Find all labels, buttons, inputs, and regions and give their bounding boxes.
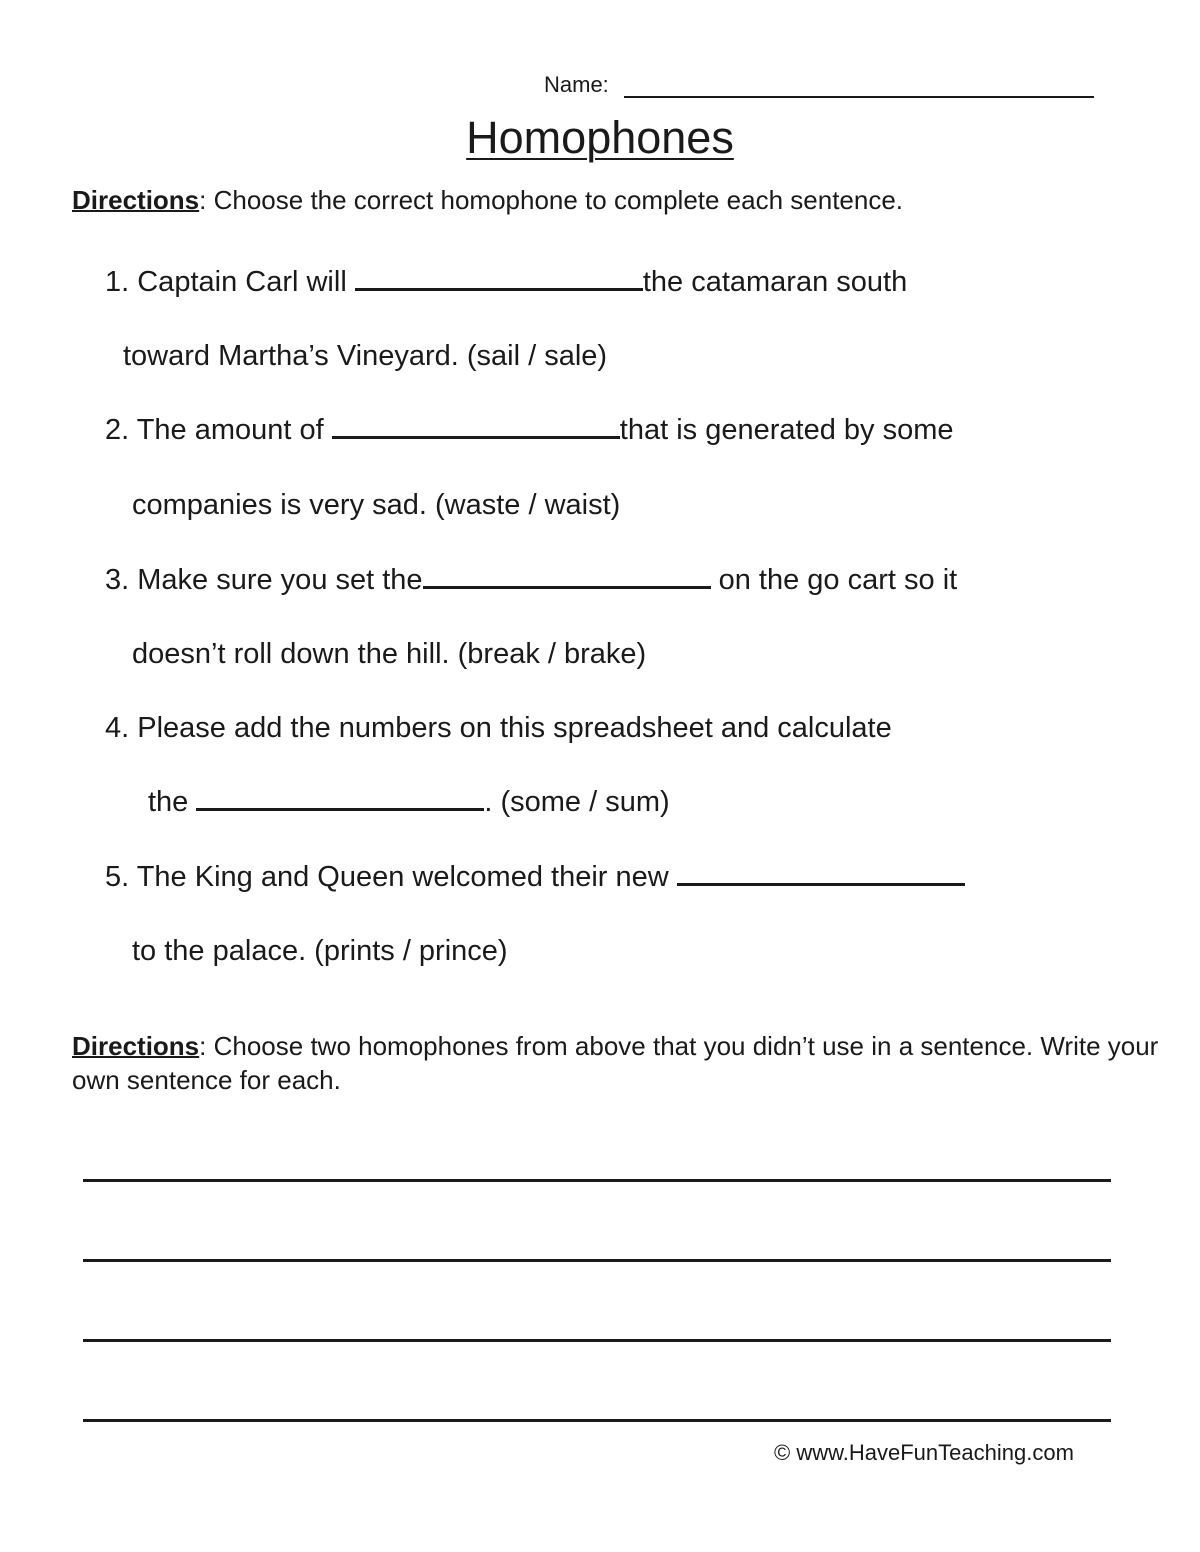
question-3-line-2: doesn’t roll down the hill. (break / brake) bbox=[132, 638, 647, 670]
question-5-blank[interactable] bbox=[677, 883, 965, 886]
directions-1-label: Directions bbox=[72, 185, 200, 215]
question-1-line-2: toward Martha’s Vineyard. (sail / sale) bbox=[123, 340, 608, 372]
question-1-text-before: 1. Captain Carl will bbox=[105, 266, 355, 298]
question-4-text-before: the bbox=[148, 786, 197, 818]
question-2-text-after: that is generated by some bbox=[619, 414, 954, 446]
directions-2 bbox=[72, 1029, 1172, 1097]
question-3-line-1 bbox=[105, 564, 957, 597]
question-1-text-after: the catamaran south bbox=[642, 266, 908, 298]
worksheet-title: Homophones bbox=[466, 112, 734, 163]
question-2-line-1 bbox=[105, 414, 953, 447]
answer-line-2[interactable] bbox=[83, 1259, 1111, 1262]
question-3-blank[interactable] bbox=[423, 586, 711, 589]
name-field-line[interactable] bbox=[624, 96, 1094, 98]
question-4-line-2 bbox=[148, 786, 670, 819]
question-3-text-before: 3. Make sure you set the bbox=[105, 564, 423, 596]
name-label: Name: bbox=[544, 72, 609, 97]
question-5-line-2: to the palace. (prints / prince) bbox=[132, 935, 508, 967]
directions-2-label: Directions bbox=[72, 1031, 200, 1061]
question-1-blank[interactable] bbox=[355, 288, 643, 291]
copyright-text: © www.HaveFunTeaching.com bbox=[774, 1440, 1074, 1465]
question-2-blank[interactable] bbox=[332, 436, 620, 439]
question-4-blank[interactable] bbox=[196, 808, 484, 811]
answer-line-4[interactable] bbox=[83, 1419, 1111, 1422]
question-5-line-1 bbox=[105, 861, 965, 894]
directions-1-text: : Choose the correct homophone to complete each sentence. bbox=[199, 185, 904, 215]
question-4-line-1: 4. Please add the numbers on this spreadsheet and calculate bbox=[105, 712, 892, 744]
question-5-text-before: 5. The King and Queen welcomed their new bbox=[105, 861, 677, 893]
answer-line-1[interactable] bbox=[83, 1179, 1111, 1182]
directions-2-text: : Choose two homophones from above that you didn’t use in a sentence. Write your own sentence for each. bbox=[72, 1031, 1159, 1095]
question-2-line-2: companies is very sad. (waste / waist) bbox=[132, 489, 621, 521]
question-2-text-before: 2. The amount of bbox=[105, 414, 332, 446]
question-3-text-after: on the go cart so it bbox=[710, 564, 958, 596]
answer-line-3[interactable] bbox=[83, 1339, 1111, 1342]
question-4-text-after: . (some / sum) bbox=[484, 786, 670, 818]
directions-1 bbox=[72, 185, 903, 216]
question-1-line-1 bbox=[105, 266, 907, 299]
